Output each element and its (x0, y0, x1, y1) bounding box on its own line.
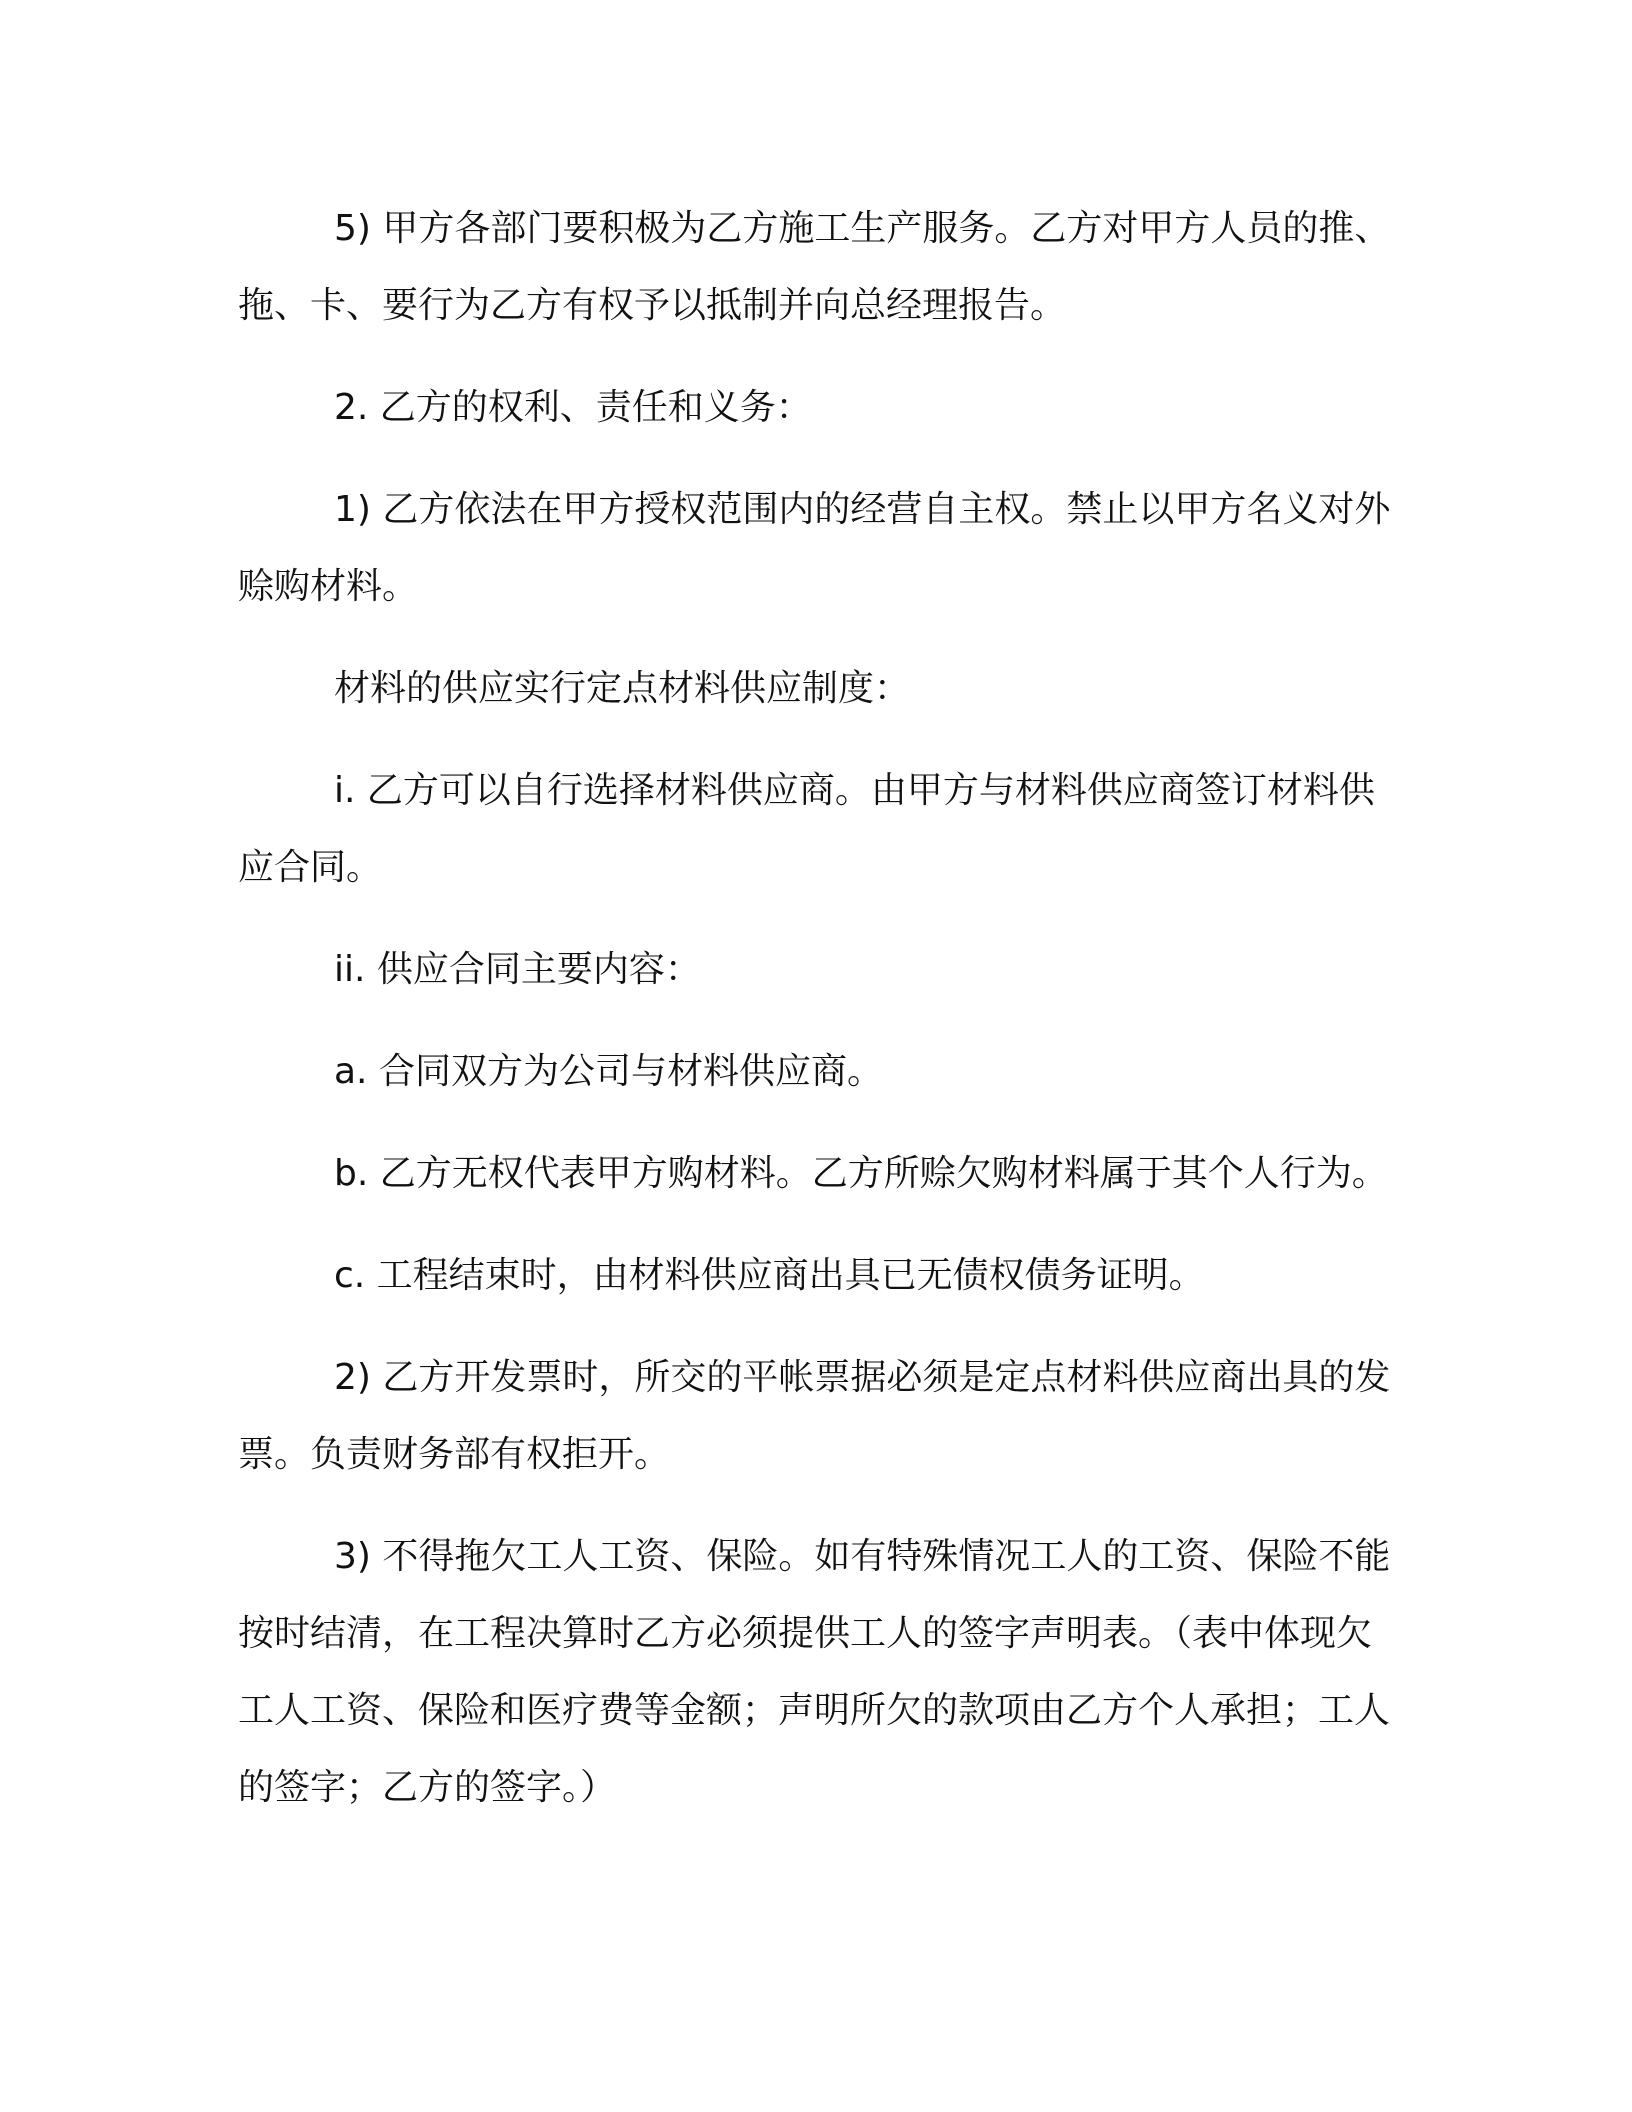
paragraph-operating-autonomy: 1) 乙方依法在甲方授权范围内的经营自主权。禁止以甲方名义对外赊购材料。 (238, 489, 1391, 607)
paragraph-select-supplier: i. 乙方可以自行选择材料供应商。由甲方与材料供应商签订材料供应合同。 (238, 770, 1375, 888)
paragraph-item-b: b. 乙方无权代表甲方购材料。乙方所赊欠购材料属于其个人行为。 (334, 1153, 1388, 1194)
paragraph-item-a: a. 合同双方为公司与材料供应商。 (334, 1051, 883, 1092)
paragraph-wages: 3) 不得拖欠工人工资、保险。如有特殊情况工人的工资、保险不能按时结清，在工程决算时乙方必须提供工人的签字声明表。（表中体现欠工人工资、保险和医疗费等金额；声明所欠的款项由乙方个人承担；工人的签字；乙方的签字。） (238, 1536, 1391, 1808)
heading-party-b-rights: 2. 乙方的权利、责任和义务： (334, 387, 812, 428)
paragraph-item-c: c. 工程结束时，由材料供应商出具已无债权债务证明。 (334, 1255, 1205, 1296)
document-body (238, 190, 1403, 1851)
paragraph-invoice: 2) 乙方开发票时，所交的平帐票据必须是定点材料供应商出具的发票。负责财务部有权拒开。 (238, 1357, 1391, 1475)
paragraph-party-a-service: 5) 甲方各部门要积极为乙方施工生产服务。乙方对甲方人员的推、拖、卡、要行为乙方有权予以抵制并向总经理报告。 (238, 208, 1391, 326)
paragraph-supply-system: 材料的供应实行定点材料供应制度： (334, 668, 911, 709)
paragraph-contract-contents: ii. 供应合同主要内容： (334, 949, 701, 990)
